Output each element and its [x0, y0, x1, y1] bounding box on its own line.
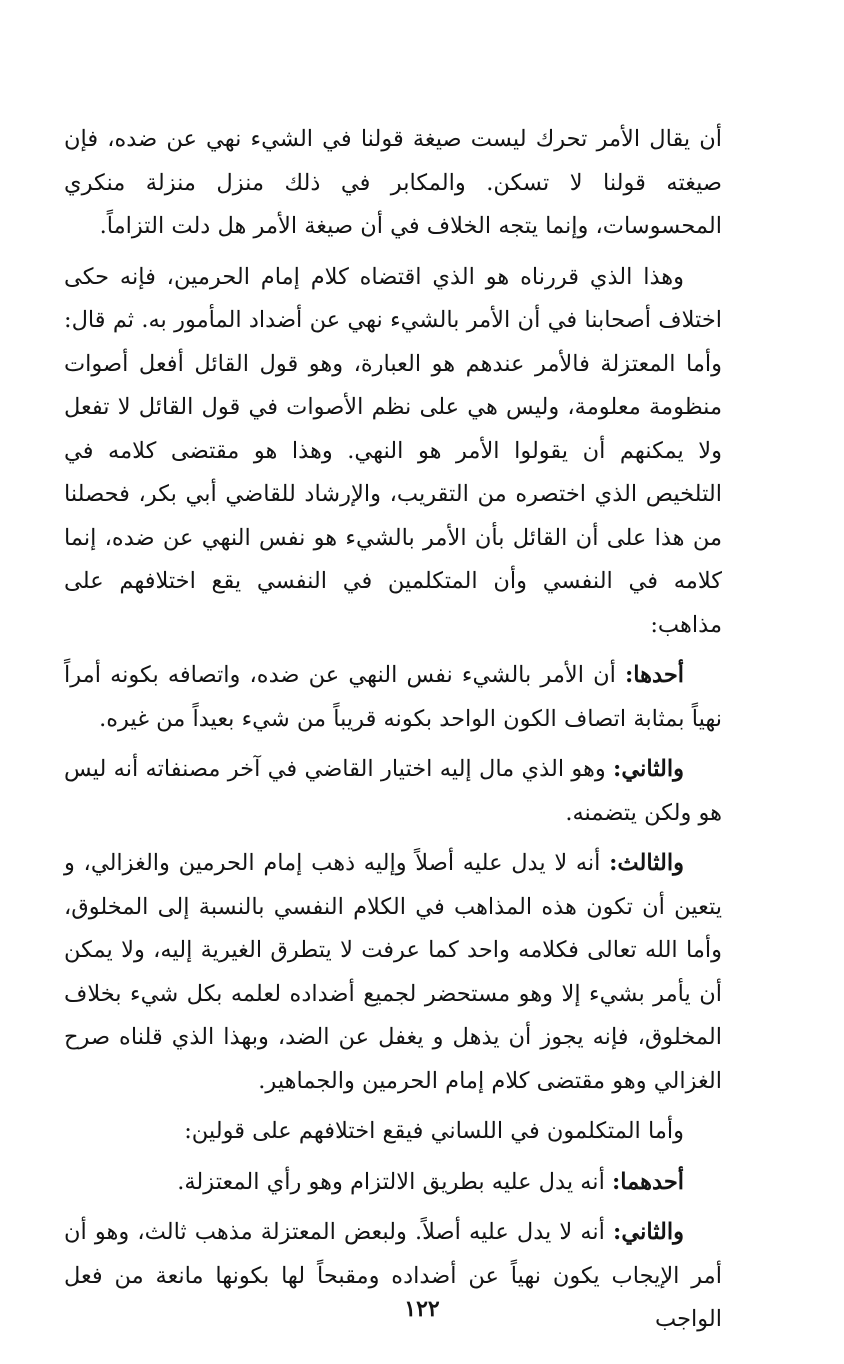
paragraph-6 [64, 1110, 722, 1154]
paragraph-4 [64, 748, 722, 835]
paragraph-3 [64, 654, 722, 741]
paragraph-7-text: أنه يدل عليه بطريق الالتزام وهو رأي المعتزلة. [177, 1168, 612, 1195]
paragraph-8-lead: والثاني: [613, 1219, 684, 1245]
paragraph-2-text: وهذا الذي قررناه هو الذي اقتضاه كلام إمام الحرمين، فإنه حكى اختلاف أصحابنا في أن الأمر بالشيء نهي عن أضداد المأمور به. ثم قال: وأما المعتزلة فالأمر عندهم هو العبارة، وهو قول القائل أفعل أصوات منظومة معلومة، وليس هي على نظم الأصوات في قول القائل لا تفعل ولا يمكنهم أن يقولوا الأمر هو النهي. وهذا هو مقتضى كلامه في التلخيص الذي اختصره من التقريب، والإرشاد للقاضي أبي بكر، فحصلنا من هذا على أن القائل بأن الأمر بالشيء هو نفس النهي عن ضده، إنما كلامه في النفسي وأن المتكلمين في النفسي يقع اختلافهم على مذاهب: [64, 263, 722, 638]
paragraph-6-text: وأما المتكلمون في اللساني فيقع اختلافهم على قولين: [184, 1118, 684, 1144]
paragraph-2 [64, 256, 722, 648]
paragraph-8-text: أنه لا يدل عليه أصلاً. ولبعض المعتزلة مذهب ثالث، وهو أن أمر الإيجاب يكون نهياً عن أضداده ومقبحاً لها بكونها مانعة من فعل الواجب [64, 1219, 722, 1332]
page-text-body [64, 118, 722, 1349]
paragraph-3-text: أن الأمر بالشيء نفس النهي عن ضده، واتصافه بكونه أمراً نهياً بمثابة اتصاف الكون الواحد بكونه قريباً من شيء بعيداً من غيره. [64, 662, 722, 732]
paragraph-5-text: أنه لا يدل عليه أصلاً وإليه ذهب إمام الحرمين والغزالي، و يتعين أن تكون هذه المذاهب في الكلام النفسي بالنسبة إلى المخلوق، وأما الله تعالى فكلامه واحد كما عرفت لا يتطرق الغيرية إليه، ولا يمكن أن يأمر بشيء إلا وهو مستحضر لجميع أضداده لعلمه بكل شيء بخلاف المخلوق، فإنه يجوز أن يذهل و يغفل عن الضد، وبهذا الذي قلناه صرح الغزالي وهو مقتضى كلام إمام الحرمين والجماهير. [64, 850, 722, 1094]
paragraph-1-text: أن يقال الأمر تحرك ليست صيغة قولنا في الشيء نهي عن ضده، فإن صيغته قولنا لا تسكن. والمكابر في ذلك منزل منزلة منكري المحسوسات، وإنما يتجه الخلاف في أن صيغة الأمر هل دلت التزاماً. [64, 126, 722, 239]
paragraph-3-lead: أحدها: [625, 662, 684, 688]
paragraph-5 [64, 842, 722, 1103]
paragraph-7 [64, 1161, 722, 1205]
paragraph-4-lead: والثاني: [613, 756, 684, 782]
page-number: ١٢٢ [404, 1296, 440, 1322]
paragraph-4-text: وهو الذي مال إليه اختيار القاضي في آخر مصنفاته أنه ليس هو ولكن يتضمنه. [64, 756, 722, 826]
paragraph-5-lead: والثالث: [609, 850, 684, 876]
paragraph-1 [64, 118, 722, 249]
paragraph-7-lead: أحدهما: [611, 1168, 684, 1195]
